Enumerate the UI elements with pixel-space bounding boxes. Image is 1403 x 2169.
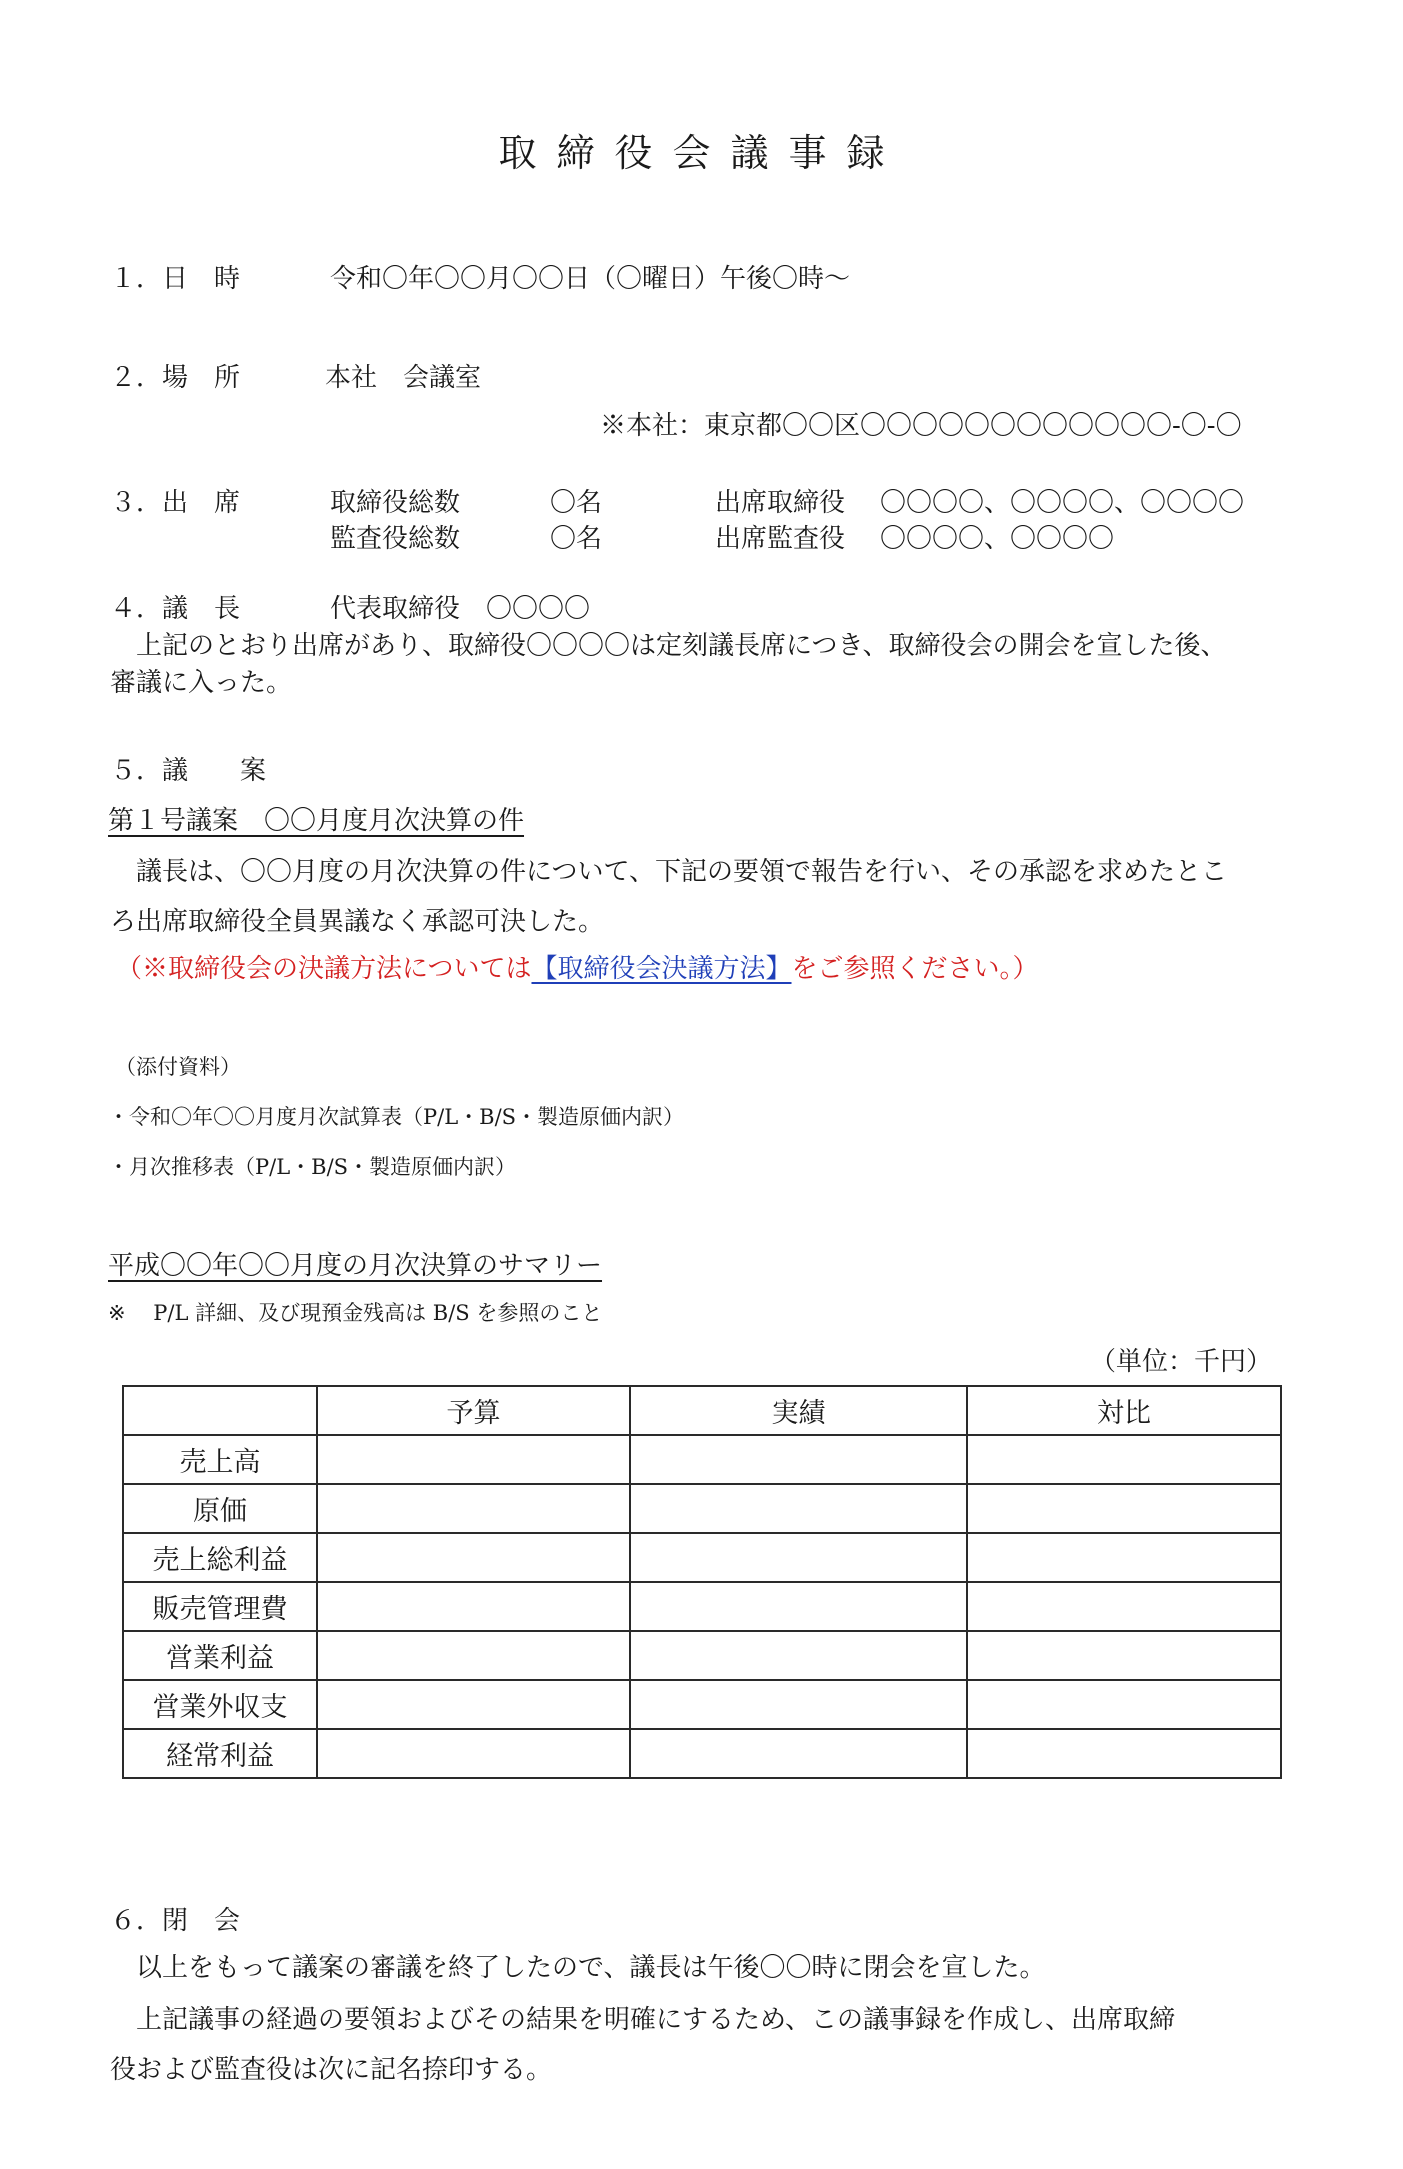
table-cell[interactable] bbox=[630, 1435, 967, 1484]
table-cell[interactable] bbox=[317, 1435, 630, 1484]
unit-label: （単位：千円） bbox=[1090, 1347, 1273, 1377]
table-cell[interactable] bbox=[317, 1680, 630, 1729]
table-cell[interactable] bbox=[967, 1582, 1281, 1631]
table-cell[interactable] bbox=[630, 1582, 967, 1631]
place-label: ２．場 所 bbox=[110, 363, 241, 393]
chair-text-line2: 審議に入った。 bbox=[110, 668, 293, 698]
row-label: 営業利益 bbox=[123, 1631, 317, 1680]
closing-label: ６．閉 会 bbox=[110, 1906, 241, 1936]
closing-line1: 以上をもって議案の審議を終了したので、議長は午後〇〇時に閉会を宣した。 bbox=[136, 1953, 1046, 1983]
table-cell[interactable] bbox=[630, 1729, 967, 1778]
agenda-item1-text-line1: 議長は、〇〇月度の月次決算の件について、下記の要領で報告を行い、その承認を求めたとこ bbox=[136, 857, 1227, 887]
table-row bbox=[123, 1729, 1281, 1778]
date-label: １．日 時 bbox=[110, 264, 241, 294]
table-row bbox=[123, 1533, 1281, 1582]
table-cell[interactable] bbox=[317, 1484, 630, 1533]
summary-note: ※ P/L 詳細、及び現預金残高は B/S を参照のこと bbox=[108, 1301, 603, 1325]
chair-value: 代表取締役 〇〇〇〇 bbox=[330, 594, 591, 624]
auditors-present-value: 〇〇〇〇、〇〇〇〇 bbox=[880, 524, 1115, 554]
auditors-present-label: 出席監査役 bbox=[715, 524, 846, 554]
chair-label: ４．議 長 bbox=[110, 594, 241, 624]
table-cell[interactable] bbox=[317, 1631, 630, 1680]
page-title: 取締役会議事録 bbox=[498, 131, 905, 175]
attachment-item: ・月次推移表（P/L・B/S・製造原価内訳） bbox=[108, 1155, 517, 1179]
attendance-label: ３．出 席 bbox=[110, 488, 241, 518]
table-header-row bbox=[123, 1386, 1281, 1435]
table-cell[interactable] bbox=[967, 1484, 1281, 1533]
agenda-resolution-note bbox=[116, 948, 1039, 985]
table-row bbox=[123, 1631, 1281, 1680]
row-label: 販売管理費 bbox=[123, 1582, 317, 1631]
directors-present-value: 〇〇〇〇、〇〇〇〇、〇〇〇〇 bbox=[880, 488, 1245, 518]
date-value: 令和〇年〇〇月〇〇日（〇曜日）午後〇時～ bbox=[330, 264, 851, 294]
table-cell[interactable] bbox=[967, 1729, 1281, 1778]
closing-line3: 役および監査役は次に記名捺印する。 bbox=[110, 2055, 553, 2085]
table-cell[interactable] bbox=[967, 1533, 1281, 1582]
table-row bbox=[123, 1582, 1281, 1631]
row-label: 営業外収支 bbox=[123, 1680, 317, 1729]
column-header: 対比 bbox=[967, 1386, 1281, 1435]
auditors-total-label: 監査役総数 bbox=[330, 524, 461, 554]
attachments-label: （添付資料） bbox=[115, 1055, 241, 1079]
agenda-label: ５．議 案 bbox=[110, 756, 267, 786]
column-header: 予算 bbox=[317, 1386, 630, 1435]
closing-line2: 上記議事の経過の要領およびその結果を明確にするため、この議事録を作成し、出席取締 bbox=[136, 2005, 1175, 2035]
note-prefix: （※取締役会の決議方法については bbox=[116, 954, 532, 984]
table-cell[interactable] bbox=[967, 1435, 1281, 1484]
column-header: 実績 bbox=[630, 1386, 967, 1435]
place-value: 本社 会議室 bbox=[325, 363, 482, 393]
table-cell[interactable] bbox=[630, 1533, 967, 1582]
row-label: 売上総利益 bbox=[123, 1533, 317, 1582]
agenda-item1-text-line2: ろ出席取締役全員異議なく承認可決した。 bbox=[110, 907, 605, 937]
directors-total-value: 〇名 bbox=[550, 488, 603, 518]
place-address-note: ※本社：東京都〇〇区〇〇〇〇〇〇〇〇〇〇〇〇-〇-〇 bbox=[600, 411, 1242, 441]
directors-total-label: 取締役総数 bbox=[330, 488, 461, 518]
table-cell[interactable] bbox=[967, 1631, 1281, 1680]
agenda-item1-title: 第１号議案 〇〇月度月次決算の件 bbox=[108, 806, 525, 836]
table-cell[interactable] bbox=[317, 1533, 630, 1582]
table-cell[interactable] bbox=[317, 1729, 630, 1778]
auditors-total-value: 〇名 bbox=[550, 524, 603, 554]
row-label: 売上高 bbox=[123, 1435, 317, 1484]
table-cell[interactable] bbox=[630, 1631, 967, 1680]
table-cell[interactable] bbox=[630, 1484, 967, 1533]
note-suffix: をご参照ください。） bbox=[791, 954, 1039, 984]
column-header bbox=[123, 1386, 317, 1435]
table-cell[interactable] bbox=[317, 1582, 630, 1631]
directors-present-label: 出席取締役 bbox=[715, 488, 846, 518]
resolution-method-link[interactable]: 【取締役会決議方法】 bbox=[531, 954, 792, 984]
summary-title: 平成〇〇年〇〇月度の月次決算のサマリー bbox=[108, 1251, 603, 1281]
attachment-item: ・令和〇年〇〇月度月次試算表（P/L・B/S・製造原価内訳） bbox=[108, 1105, 685, 1129]
table-row bbox=[123, 1484, 1281, 1533]
row-label: 原価 bbox=[123, 1484, 317, 1533]
table-row bbox=[123, 1680, 1281, 1729]
table-cell[interactable] bbox=[630, 1680, 967, 1729]
chair-text-line1: 上記のとおり出席があり、取締役〇〇〇〇は定刻議長席につき、取締役会の開会を宣した後、 bbox=[136, 631, 1227, 661]
row-label: 経常利益 bbox=[123, 1729, 317, 1778]
table-cell[interactable] bbox=[967, 1680, 1281, 1729]
table-row bbox=[123, 1435, 1281, 1484]
summary-table bbox=[122, 1385, 1282, 1779]
